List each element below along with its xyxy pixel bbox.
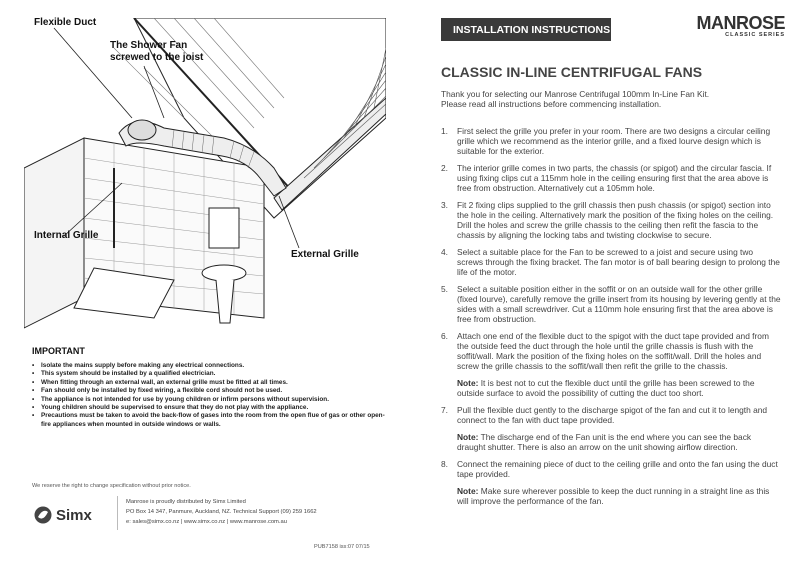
step-text: The interior grille comes in two parts, the chassis (or spigot) and the circular fascia. If using fixing clips cut a 115mm hole in the ceiling ensuring first that the area above is free from obstruction. Alternatively cut a 105mm hole. xyxy=(457,163,772,193)
installation-instructions-bar: INSTALLATION INSTRUCTIONS xyxy=(441,18,611,41)
important-item: • Young children should be supervised to ensure that they do not play with the appliance. xyxy=(32,404,392,412)
simx-logo-icon xyxy=(34,506,52,524)
important-item: • When fitting through an external wall, an external grille must be fitted at all times. xyxy=(32,379,392,387)
step-text: First select the grille you prefer in your room. There are two designs a circular ceiling grille which we recommend as the interior grille, and a fixed lourve design which is suitable for the exterior. xyxy=(457,126,771,156)
step-text: Fit 2 fixing clips supplied to the grill chassis then push chassis (or spigot) section into the hole in the ceiling. Alternatively mark the position of the fixing holes on the ceiling. Drill the holes and screw the grille chassis to the ceiling then refit the fascia to the chassis by aligning the locking tabs and twisting clockwise to secure. xyxy=(457,200,774,240)
note-label: Note: xyxy=(457,432,479,442)
note-label: Note: xyxy=(457,378,479,388)
step-number: 8. xyxy=(441,459,448,469)
step-item xyxy=(441,405,781,452)
step-text: Connect the remaining piece of duct to the ceiling grille and onto the fan using the duct tape provided. xyxy=(457,459,778,479)
step-note xyxy=(457,432,781,452)
important-list xyxy=(32,362,392,429)
installation-illustration xyxy=(24,18,386,334)
step-text: Pull the flexible duct gently to the discharge spigot of the fan and cut it to length and connect to the fan with duct tape provided. xyxy=(457,405,768,425)
note-text: Make sure wherever possible to keep the duct running in a straight line as this will improve the performance of the fan. xyxy=(457,486,770,506)
step-item xyxy=(441,247,781,277)
manrose-logo xyxy=(673,14,785,38)
contact-links[interactable]: e: sales@simx.co.nz | www.simx.co.nz | www.manrose.com.au xyxy=(126,519,287,525)
step-number: 6. xyxy=(441,331,448,341)
step-item xyxy=(441,200,781,240)
step-text: Select a suitable place for the Fan to be screwed to a joist and secure using two screws through the fixing bracket. The fan motor is of ball bearing design to prolong the life of the motor. xyxy=(457,247,780,277)
step-text: Select a suitable position either in the soffit or on an outside wall for the other grille (fixed lourve), carefully remove the grille insert from its housing by levering gently at the sides with a small screwdriver. Cut a 110mm hole ensuring first that the area above is free from obstruction. xyxy=(457,284,781,324)
important-item: • Precautions must be taken to avoid the back-flow of gases into the room from the open flue of gas or other open-fire appliances when mounted in outside windows or walls. xyxy=(32,412,392,429)
step-note xyxy=(457,486,781,506)
distributor-text: Manrose is proudly distributed by Simx Limited xyxy=(126,499,246,505)
step-number: 4. xyxy=(441,247,448,257)
important-section xyxy=(32,346,392,429)
step-note xyxy=(457,378,781,398)
important-item: • Fan should only be installed by fixed wiring, a flexible cord should not be used. xyxy=(32,387,392,395)
label-external-grille: External Grille xyxy=(291,249,359,260)
intro-text xyxy=(441,89,781,109)
note-label: Note: xyxy=(457,486,479,496)
intro-line: Please read all instructions before commencing installation. xyxy=(441,99,662,109)
simx-name: Simx xyxy=(56,506,92,524)
important-heading: IMPORTANT xyxy=(32,346,85,356)
label-shower-fan: The Shower Fan screwed to the joist xyxy=(110,40,204,63)
important-item: • The appliance is not intended for use by young children or infirm persons without supervision. xyxy=(32,396,392,404)
page-title: CLASSIC IN-LINE CENTRIFUGAL FANS xyxy=(441,64,703,80)
step-number: 1. xyxy=(441,126,448,136)
simx-logo xyxy=(34,506,92,524)
note-text: The discharge end of the Fan unit is the end where you can see the back draught shutter. There is also an arrow on the unit showing airflow direction. xyxy=(457,432,752,452)
simx-contact-block xyxy=(126,497,317,527)
step-number: 5. xyxy=(441,284,448,294)
note-text: It is best not to cut the flexible duct until the grille has been screwed to the outside surface to avoid the possibility of cutting the duct too short. xyxy=(457,378,755,398)
step-item xyxy=(441,459,781,506)
step-item xyxy=(441,126,781,156)
publication-code: PUB7158 iss:07 07/15 xyxy=(314,544,370,550)
important-item: • This system should be installed by a qualified electrician. xyxy=(32,370,392,378)
intro-line: Thank you for selecting our Manrose Centrifugal 100mm In-Line Fan Kit. xyxy=(441,89,710,99)
reserve-notice: We reserve the right to change specification without prior notice. xyxy=(32,483,191,489)
step-number: 2. xyxy=(441,163,448,173)
step-number: 7. xyxy=(441,405,448,415)
brand-name: MANROSE xyxy=(696,13,785,33)
steps-list xyxy=(441,126,781,513)
important-item: • Isolate the mains supply before making any electrical connections. xyxy=(32,362,392,370)
label-flexible-duct: Flexible Duct xyxy=(34,17,97,28)
simx-footer xyxy=(32,494,392,530)
step-item xyxy=(441,163,781,193)
step-item xyxy=(441,331,781,398)
footer-divider xyxy=(117,496,118,530)
step-text: Attach one end of the flexible duct to the spigot with the duct tape provided and from the outside feed the duct through the hole until the grille chassis is flush with the soffit/wall. Mark the position of the fixing holes on the soffit/wall. Drill the holes and screw the grille chassis to the soffit/wall then refit the grille to the chassis. xyxy=(457,331,769,371)
brand-subtitle: CLASSIC SERIES xyxy=(725,32,785,38)
label-internal-grille: Internal Grille xyxy=(34,230,99,241)
address-text: PO Box 14 347, Panmure, Auckland, NZ. Technical Support (09) 259 1662 xyxy=(126,509,317,515)
step-item xyxy=(441,284,781,324)
step-number: 3. xyxy=(441,200,448,210)
